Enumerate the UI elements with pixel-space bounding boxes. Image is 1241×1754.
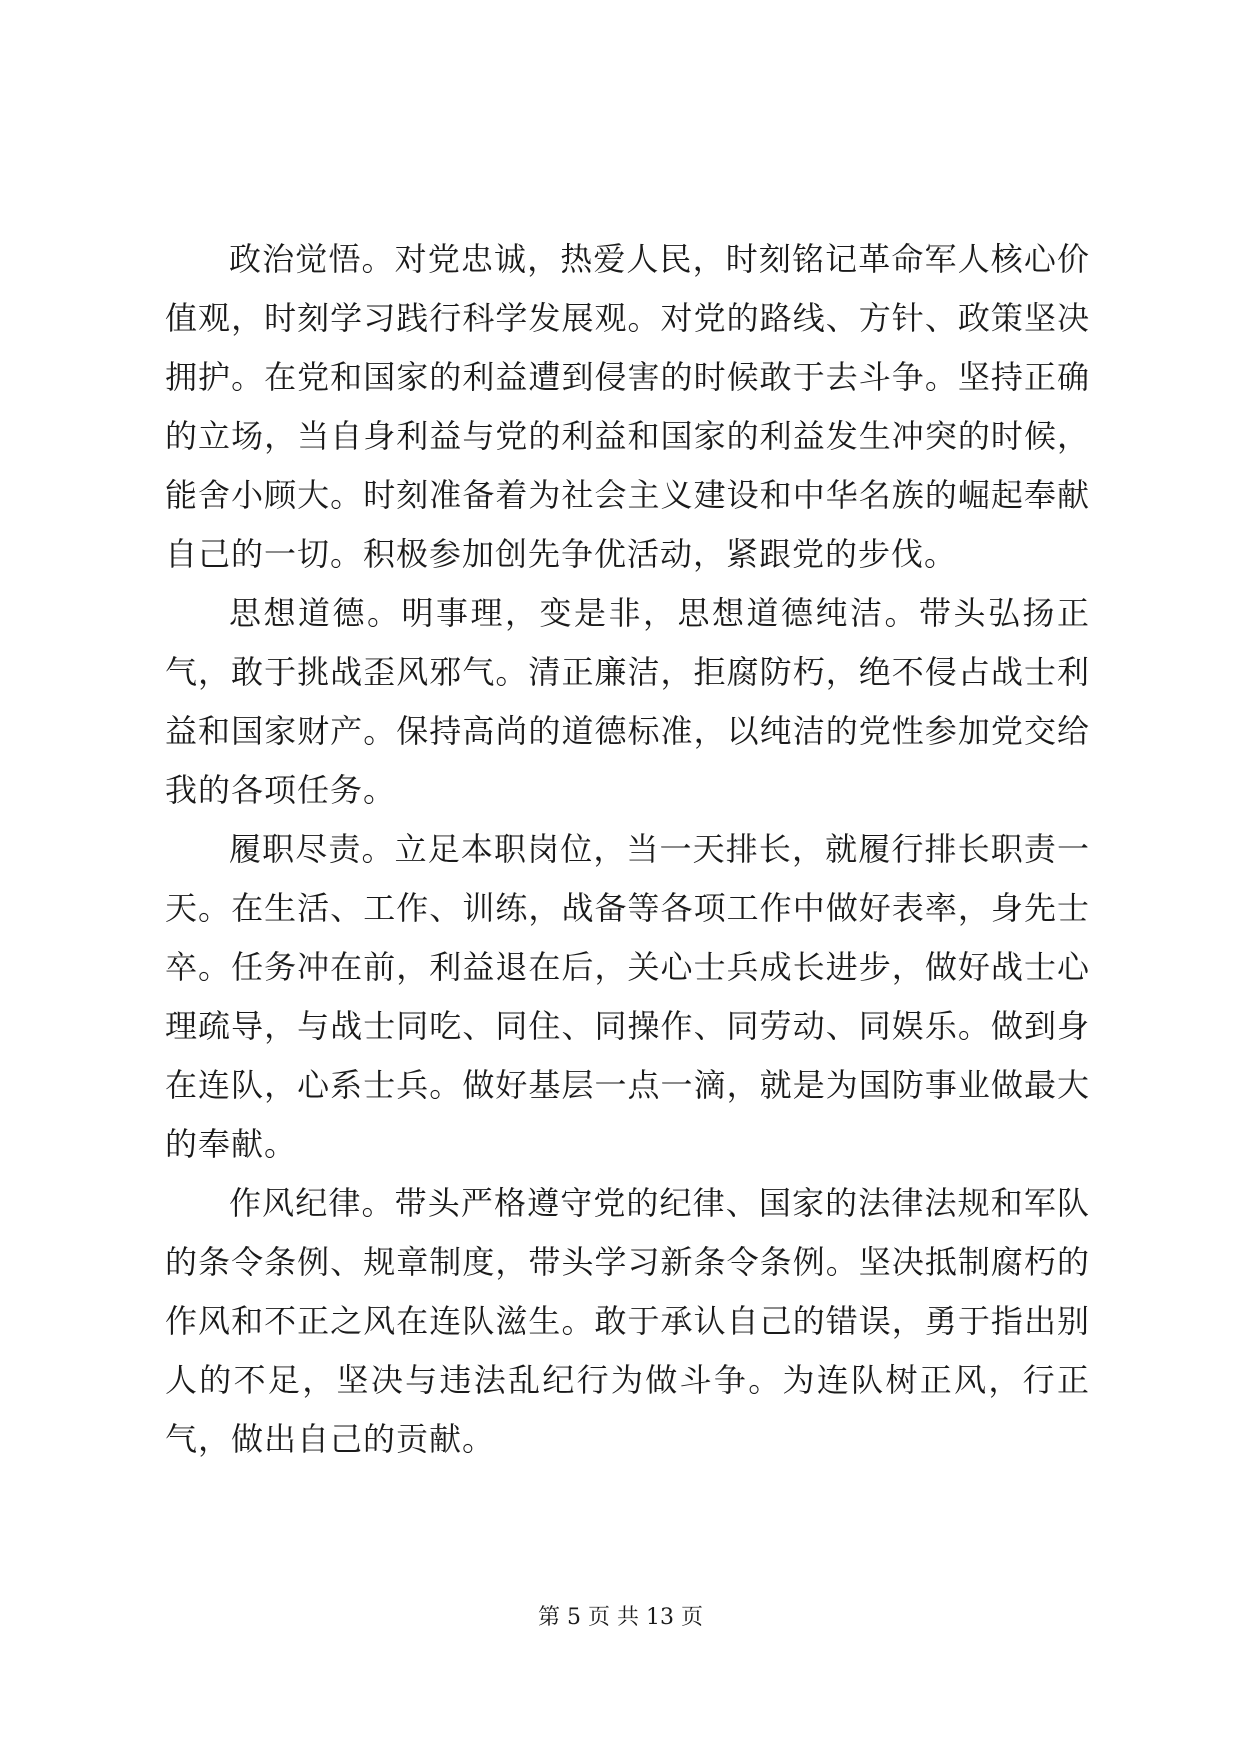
document-body [165, 230, 1090, 1469]
page-number-footer: 第 5 页 共 13 页 [538, 1605, 703, 1630]
paragraph-duty-responsibility: 履职尽责。立足本职岗位，当一天排长，就履行排长职责一天。在生活、工作、训练，战备等各项工作中做好表率，身先士卒。任务冲在前，利益退在后，关心士兵成长进步，做好战士心理疏导，与战士同吃、同住、同操作、同劳动、同娱乐。做到身在连队，心系士兵。做好基层一点一滴，就是为国防事业做最大的奉献。 [165, 830, 1090, 1163]
paragraph-political-awareness: 政治觉悟。对党忠诚，热爱人民，时刻铭记革命军人核心价值观，时刻学习践行科学发展观。对党的路线、方针、政策坚决拥护。在党和国家的利益遭到侵害的时候敢于去斗争。坚持正确的立场，当自身利益与党的利益和国家的利益发生冲突的时候，能舍小顾大。时刻准备着为社会主义建设和中华名族的崛起奉献自己的一切。积极参加创先争优活动，紧跟党的步伐。 [165, 240, 1090, 573]
paragraph-ideology-morality: 思想道德。明事理，变是非，思想道德纯洁。带头弘扬正气，敢于挑战歪风邪气。清正廉洁，拒腐防朽，绝不侵占战士利益和国家财产。保持高尚的道德标准，以纯洁的党性参加党交给我的各项任务。 [165, 594, 1090, 809]
paragraph-style-discipline: 作风纪律。带头严格遵守党的纪律、国家的法律法规和军队的条令条例、规章制度，带头学习新条令条例。坚决抵制腐朽的作风和不正之风在连队滋生。敢于承认自己的错误，勇于指出别人的不足，坚决与违法乱纪行为做斗争。为连队树正风，行正气，做出自己的贡献。 [165, 1184, 1090, 1458]
